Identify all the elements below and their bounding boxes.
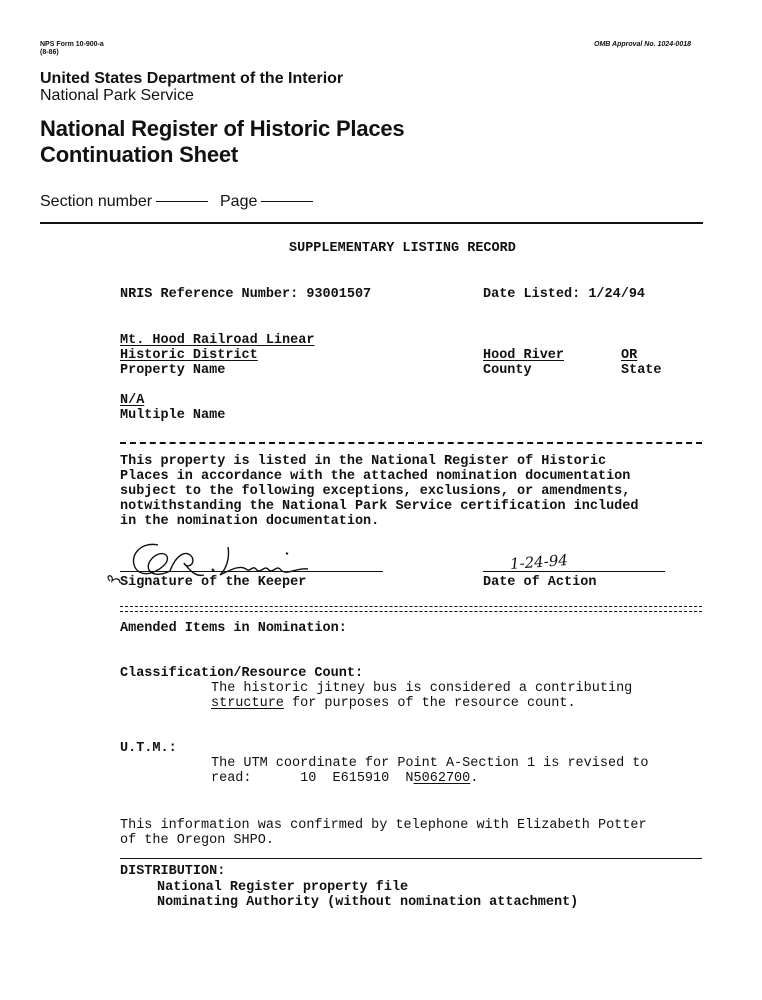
property-name-line2: Historic District — [120, 348, 258, 363]
confirmation-line1: This information was confirmed by telephone with Elizabeth Potter — [120, 818, 647, 833]
nris-reference: NRIS Reference Number: 93001507 — [120, 287, 372, 302]
distribution-item: National Register property file — [157, 880, 409, 895]
signature-line — [120, 571, 383, 572]
record-heading: SUPPLEMENTARY LISTING RECORD — [289, 241, 516, 256]
section-number-label: Section number — [40, 193, 153, 210]
classification-text-line2 — [211, 696, 576, 711]
dashed-divider — [120, 442, 702, 444]
section-number-blank — [156, 201, 208, 202]
utm-text-line2 — [211, 771, 478, 786]
utm-prefix: read: 10 E615910 N — [211, 771, 414, 786]
double-divider-top — [120, 606, 702, 607]
header-rule — [40, 222, 703, 224]
state-label: State — [621, 363, 662, 378]
double-divider-bottom — [120, 611, 702, 612]
county-value: Hood River — [483, 348, 565, 363]
form-title-line1: National Register of Historic Places — [40, 116, 405, 141]
statement-line: in the nomination documentation. — [120, 514, 380, 529]
statement-line: notwithstanding the National Park Service certification included — [120, 499, 639, 514]
utm-heading: U.T.M.: — [120, 741, 177, 756]
utm-northing: 5062700 — [413, 771, 471, 786]
utm-text-line1: The UTM coordinate for Point A-Section 1 is revised to — [211, 756, 649, 771]
multiple-name-value: N/A — [120, 393, 145, 408]
page-blank — [261, 201, 313, 202]
multiple-name-label: Multiple Name — [120, 408, 226, 423]
confirmation-line2: of the Oregon SHPO. — [120, 833, 274, 848]
agency-name: National Park Service — [40, 87, 194, 104]
county-label: County — [483, 363, 532, 378]
form-number: NPS Form 10-900-a — [40, 41, 104, 48]
date-listed: Date Listed: 1/24/94 — [483, 287, 646, 302]
state-value: OR — [621, 348, 638, 363]
utm-suffix: . — [470, 771, 479, 786]
signature-label: Signature of the Keeper — [120, 575, 307, 590]
page-label: Page — [220, 193, 258, 210]
handwritten-date: 1-24-94 — [509, 551, 569, 573]
statement-line: subject to the following exceptions, exclusions, or amendments, — [120, 484, 631, 499]
property-name-label: Property Name — [120, 363, 226, 378]
date-of-action-label: Date of Action — [483, 575, 597, 590]
form-title-line2: Continuation Sheet — [40, 142, 239, 167]
statement-line: This property is listed in the National Register of Historic — [120, 454, 607, 469]
distribution-item: Nominating Authority (without nomination attachment) — [157, 895, 579, 910]
distribution-rule — [120, 858, 702, 859]
omb-approval: OMB Approval No. 1024-0018 — [594, 41, 691, 48]
classification-text-line1: The historic jitney bus is considered a contributing — [211, 681, 633, 696]
amended-heading: Amended Items in Nomination: — [120, 621, 347, 636]
page-field — [220, 193, 313, 211]
form-date: (8-86) — [40, 49, 59, 56]
date-line — [483, 571, 665, 572]
section-number-field — [40, 193, 208, 211]
property-name-line1: Mt. Hood Railroad Linear — [120, 333, 315, 348]
structure-word: structure — [211, 696, 284, 711]
department-name: United States Department of the Interior — [40, 70, 344, 87]
distribution-heading: DISTRIBUTION: — [120, 864, 226, 879]
classification-heading: Classification/Resource Count: — [120, 666, 364, 681]
classification-rest: for purposes of the resource count. — [283, 696, 576, 711]
statement-line: Places in accordance with the attached nomination documentation — [120, 469, 631, 484]
